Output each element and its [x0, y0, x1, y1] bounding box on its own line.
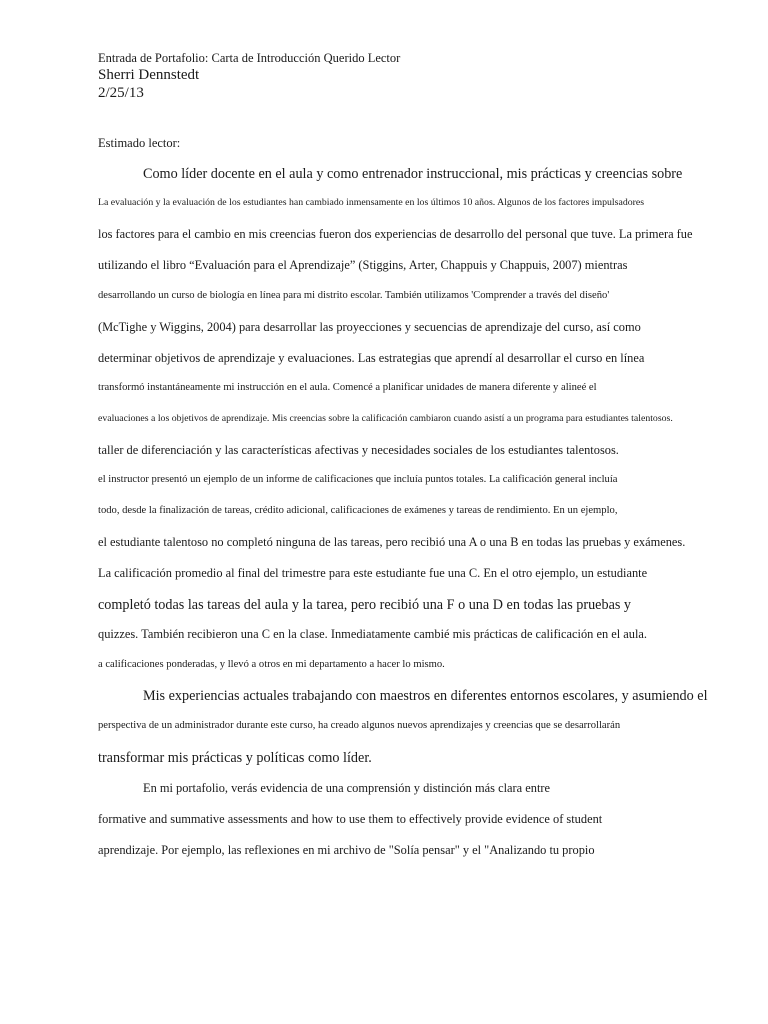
body-line: el instructor presentó un ejemplo de un informe de calificaciones que incluía puntos totales. La calificación general incluía — [98, 474, 618, 485]
body-line: La calificación promedio al final del trimestre para este estudiante fue una C. En el otro ejemplo, un estudiante — [98, 566, 648, 580]
body-line: los factores para el cambio en mis creencias fueron dos experiencias de desarrollo del personal que tuve. La primera fue — [98, 227, 693, 241]
body-line: En mi portafolio, verás evidencia de una comprensión y distinción más clara entre — [143, 781, 551, 795]
body-line: Mis experiencias actuales trabajando con maestros en diferentes entornos escolares, y asumiendo el — [143, 688, 708, 704]
body-line: evaluaciones a los objetivos de aprendizaje. Mis creencias sobre la calificación cambiaron cuando asistí a un programa para estudiantes talentosos. — [98, 413, 673, 424]
body-line: quizzes. También recibieron una C en la clase. Inmediatamente cambié mis prácticas de calificación en el aula. — [98, 627, 648, 641]
body-line: Como líder docente en el aula y como entrenador instruccional, mis prácticas y creencias sobre — [143, 166, 683, 182]
body-line: (McTighe y Wiggins, 2004) para desarrollar las proyecciones y secuencias de aprendizaje del curso, así como — [98, 320, 641, 334]
document-date: 2/25/13 — [98, 85, 144, 101]
body-line: a calificaciones ponderadas, y llevó a otros en mi departamento a hacer lo mismo. — [98, 659, 445, 670]
body-line: determinar objetivos de aprendizaje y evaluaciones. Las estrategias que aprendí al desarrollar el curso en línea — [98, 351, 645, 365]
body-line: completó todas las tareas del aula y la tarea, pero recibió una F o una D en todas las pruebas y — [98, 597, 632, 613]
body-line: el estudiante talentoso no completó ninguna de las tareas, pero recibió una A o una B en todas las pruebas y exámenes. — [98, 535, 686, 549]
body-line: transformar mis prácticas y políticas como líder. — [98, 750, 372, 766]
body-line: utilizando el libro “Evaluación para el Aprendizaje” (Stiggins, Arter, Chappuis y Chappuis, 2007) mientras — [98, 258, 628, 272]
body-line: formative and summative assessments and how to use them to effectively provide evidence of student — [98, 812, 603, 826]
salutation: Estimado lector: — [98, 136, 181, 150]
body-line: taller de diferenciación y las características afectivas y necesidades sociales de los estudiantes talentosos. — [98, 443, 619, 457]
author-name: Sherri Dennstedt — [98, 67, 200, 83]
body-line: transformó instantáneamente mi instrucción en el aula. Comencé a planificar unidades de manera diferente y alineé el — [98, 382, 597, 393]
body-line: La evaluación y la evaluación de los estudiantes han cambiado inmensamente en los últimos 10 años. Algunos de los factores impulsadores — [98, 197, 645, 208]
body-line: perspectiva de un administrador durante este curso, ha creado algunos nuevos aprendizajes y creencias que se desarrollarán — [98, 720, 621, 731]
body-line: desarrollando un curso de biología en línea para mi distrito escolar. También utilizamos 'Comprender a través del diseño' — [98, 290, 610, 301]
body-line: aprendizaje. Por ejemplo, las reflexiones en mi archivo de "Solía pensar" y el "Analizando tu propio — [98, 843, 595, 857]
body-line: todo, desde la finalización de tareas, crédito adicional, calificaciones de exámenes y tareas de rendimiento. En un ejemplo, — [98, 505, 618, 516]
document-title: Entrada de Portafolio: Carta de Introducción Querido Lector — [98, 51, 401, 65]
